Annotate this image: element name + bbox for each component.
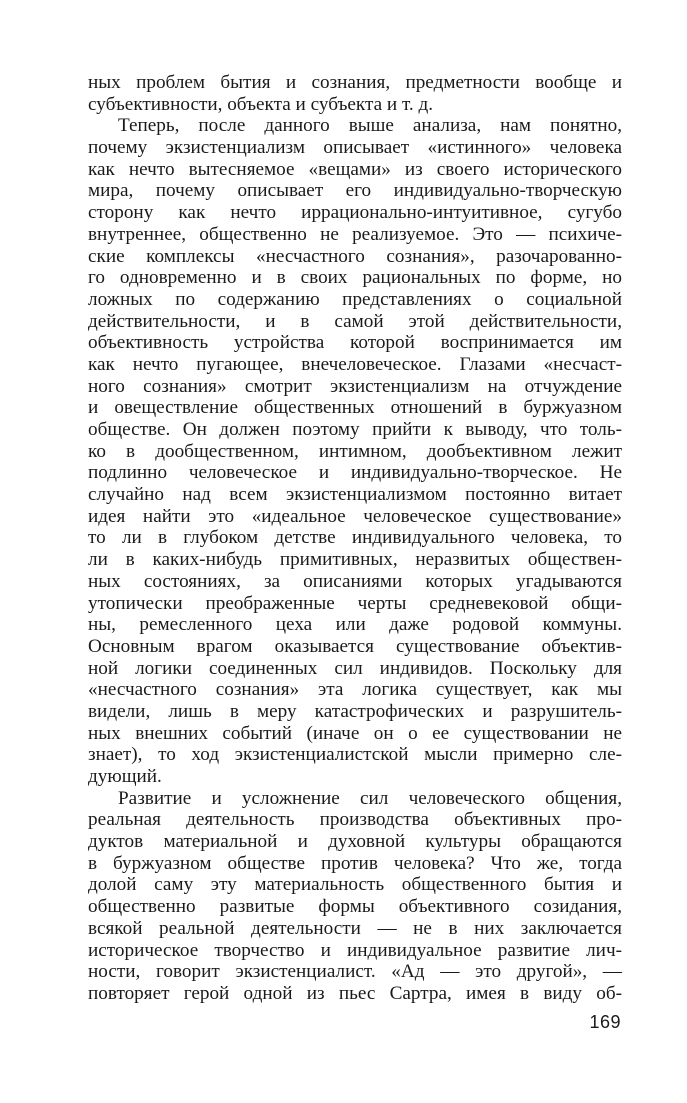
text-line: ности, говорит экзистенциалист. «Ад — это другой», — [88, 961, 622, 983]
page-body [88, 72, 622, 1005]
text-line: случайно над всем экзистенциализмом постоянно витает [88, 484, 622, 506]
paragraph [88, 72, 622, 115]
text-line: почему экзистенциализм описывает «истинного» человека [88, 137, 622, 159]
text-line: действительности, и в самой этой действительности, [88, 310, 622, 332]
text-line: в буржуазном обществе против человека? Что же, тогда [88, 852, 622, 874]
text-line: долой саму эту материальность общественного бытия и [88, 874, 622, 896]
text-line: подлинно человеческое и индивидуально-творческое. Не [88, 462, 622, 484]
paragraph [88, 788, 622, 1005]
text-line: общественно развитые формы объективного созидания, [88, 896, 622, 918]
text-line: субъективности, объекта и субъекта и т. д. [88, 93, 434, 115]
text-line: повторяет герой одной из пьес Сартра, имея в виду об- [88, 982, 622, 1004]
text-line: Основным врагом оказывается существование объектив- [88, 635, 622, 657]
text-line: видели, лишь в меру катастрофических и разрушитель- [88, 700, 622, 722]
text-line: и овеществление общественных отношений в буржуазном [88, 397, 622, 419]
text-line: Теперь, после данного выше анализа, нам понятно, [118, 115, 622, 137]
text-line: то ли в глубоком детстве индивидуального человека, то [88, 527, 622, 549]
text-line: обществе. Он должен поэтому прийти к выводу, что толь- [88, 419, 622, 440]
text-line: ко в дообщественном, интимном, дообъективном лежит [88, 440, 622, 462]
text-line: знает), то ход экзистенциалистской мысли примерно сле- [88, 744, 622, 766]
text-line: как нечто пугающее, внечеловеческое. Глазами «несчаст- [88, 353, 622, 375]
text-line: ных внешних событий (иначе он о ее существовании не [88, 722, 622, 744]
paragraph [88, 115, 622, 787]
text-line: ложных по содержанию представлениях о социальной [88, 288, 622, 310]
text-line: реальная деятельность производства объективных про- [88, 809, 622, 831]
text-line: ных состояниях, за описаниями которых угадываются [88, 570, 622, 592]
text-line: ного сознания» смотрит экзистенциализм на отчуждение [88, 375, 622, 397]
text-line: всякой реальной деятельности — не в них заключается [88, 917, 622, 939]
text-line: историческое творчество и индивидуальное развитие лич- [88, 939, 622, 961]
text-line: внутреннее, общественно не реализуемое. Это — психиче- [88, 223, 622, 245]
text-line: дуктов материальной и духовной культуры обращаются [88, 831, 622, 853]
text-line: ных проблем бытия и сознания, предметности вообще и [88, 72, 622, 93]
text-line: ли в каких-нибудь примитивных, неразвитых обществен- [88, 549, 622, 571]
text-line: ной логики соединенных сил индивидов. Поскольку для [88, 657, 622, 679]
text-line: го одновременно и в своих рациональных по форме, но [88, 267, 622, 289]
text-line: сторону как нечто иррационально-интуитивное, сугубо [88, 202, 622, 224]
text-line: идея найти это «идеальное человеческое существование» [88, 505, 622, 527]
text-line: утопически преображенные черты средневековой общи- [88, 592, 622, 614]
text-line: ны, ремесленного цеха или даже родовой коммуны. [88, 614, 622, 636]
text-line: дующий. [88, 766, 162, 787]
page-number: 169 [589, 1012, 621, 1032]
text-line: «несчастного сознания» эта логика существует, как мы [88, 679, 622, 701]
text-line: ские комплексы «несчастного сознания», разочарованно- [88, 245, 622, 267]
text-line: как нечто вытесняемое «вещами» из своего исторического [88, 158, 622, 180]
text-line: Развитие и усложнение сил человеческого общения, [118, 787, 622, 809]
text-line: мира, почему описывает его индивидуально-творческую [88, 180, 622, 202]
text-line: объективность устройства которой воспринимается им [88, 332, 622, 354]
